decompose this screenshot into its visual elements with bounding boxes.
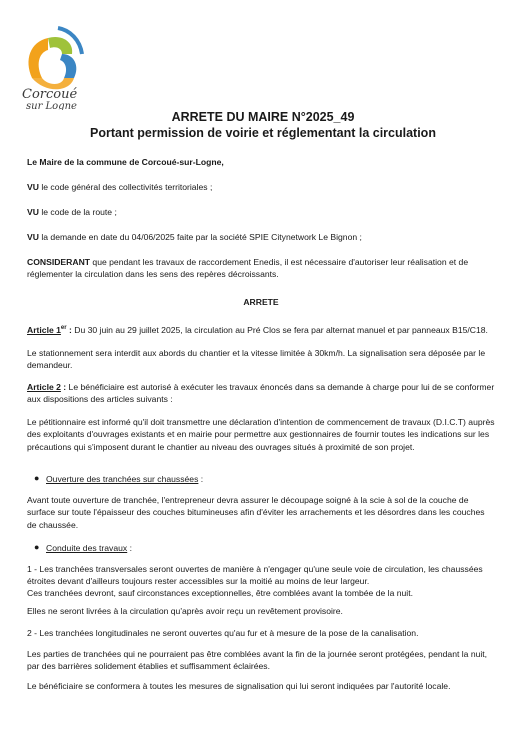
- petitionnaire-paragraph: Le pétitionnaire est informé qu'il doit transmettre une déclaration d'intention de commencement de travaux (D.I.C.T) auprès des exploitants d'ouvrages existants et en mairie pour permettre aux gestionnaires de fournir toutes les indications sur les précautions qui s'imposent durant le chantier au niveau des ouvrages situés à proximité de son projet.: [27, 417, 495, 452]
- livrees-paragraph: Elles ne seront livrées à la circulation qu'après avoir reçu un revêtement provisoire.: [27, 606, 343, 616]
- document-title: ARRETE DU MAIRE N°2025_49: [171, 110, 355, 124]
- bullet-icon: ●: [34, 542, 40, 552]
- tranchee-paragraph: Avant toute ouverture de tranchée, l'entrepreneur devra assurer le découpage soigné à la scie à sol de la couche de surface sur toute l'épaisseur des couches bitumineuses afin d'éviter les arrachements et les désordres dans les couches de chaussée.: [27, 495, 485, 530]
- conduite-paragraph-2: 2 - Les tranchées longitudinales ne seront ouvertes qu'au fur et à mesure de la pose de la canalisation.: [27, 628, 419, 638]
- document-subtitle: Portant permission de voirie et réglementant la circulation: [90, 126, 436, 140]
- article-1-continued: Le stationnement sera interdit aux abords du chantier et la vitesse limitée à 30km/h. La signalisation sera déposée par le demandeur.: [27, 348, 486, 371]
- vu-line-3: VU la demande en date du 04/06/2025 faite par la société SPIE Citynetwork Le Bignon ;: [27, 232, 362, 242]
- parties-paragraph: Les parties de tranchées qui ne pourraient pas être comblées avant la fin de la journée seront protégées, pendant la nuit, par des barrières solidement établies et suffisamment éclairées.: [27, 649, 488, 672]
- conduite-paragraph-1: 1 - Les tranchées transversales seront ouvertes de manière à n'engager qu'une seule voie de circulation, les chaussées étroites devant d'ailleurs toujours rester accessibles sur la moitié au moins de leur largeur.: [27, 564, 483, 587]
- logo-graphic-icon: [18, 20, 98, 110]
- mayor-line: Le Maire de la commune de Corcoué-sur-Logne,: [27, 157, 224, 167]
- vu-line-1: VU le code général des collectivités territoriales ;: [27, 182, 213, 192]
- considerant-paragraph: CONSIDERANT que pendant les travaux de raccordement Enedis, il est nécessaire d'autoriser leur réalisation et de réglementer la circulation dans les sens des repères décroissants.: [27, 257, 469, 280]
- article-1: Article 1er : Du 30 juin au 29 juillet 2025, la circulation au Pré Clos se fera par alternat manuel et par panneaux B15/C18.: [27, 324, 488, 335]
- bullet-conduite: Conduite des travaux :: [46, 543, 132, 553]
- article-2: Article 2 : Le bénéficiaire est autorisé à exécuter les travaux énoncés dans sa demande à charge pour lui de se conformer aux dispositions des articles suivants :: [27, 382, 495, 405]
- logo-text-line2: sur Logne: [26, 101, 77, 110]
- logo-text-line1: Corcoué: [22, 87, 78, 102]
- arrete-heading: ARRETE: [243, 297, 279, 307]
- commune-logo: [18, 20, 98, 110]
- bullet-icon: ●: [34, 473, 40, 483]
- conduite-paragraph-1b: Ces tranchées devront, sauf circonstances exceptionnelles, être comblées avant la tombée de la nuit.: [27, 588, 413, 598]
- vu-line-2: VU le code de la route ;: [27, 207, 117, 217]
- beneficiaire-paragraph: Le bénéficiaire se conformera à toutes les mesures de signalisation qui lui seront indiquées par l'autorité locale.: [27, 681, 451, 691]
- bullet-ouverture: Ouverture des tranchées sur chaussées :: [46, 474, 204, 484]
